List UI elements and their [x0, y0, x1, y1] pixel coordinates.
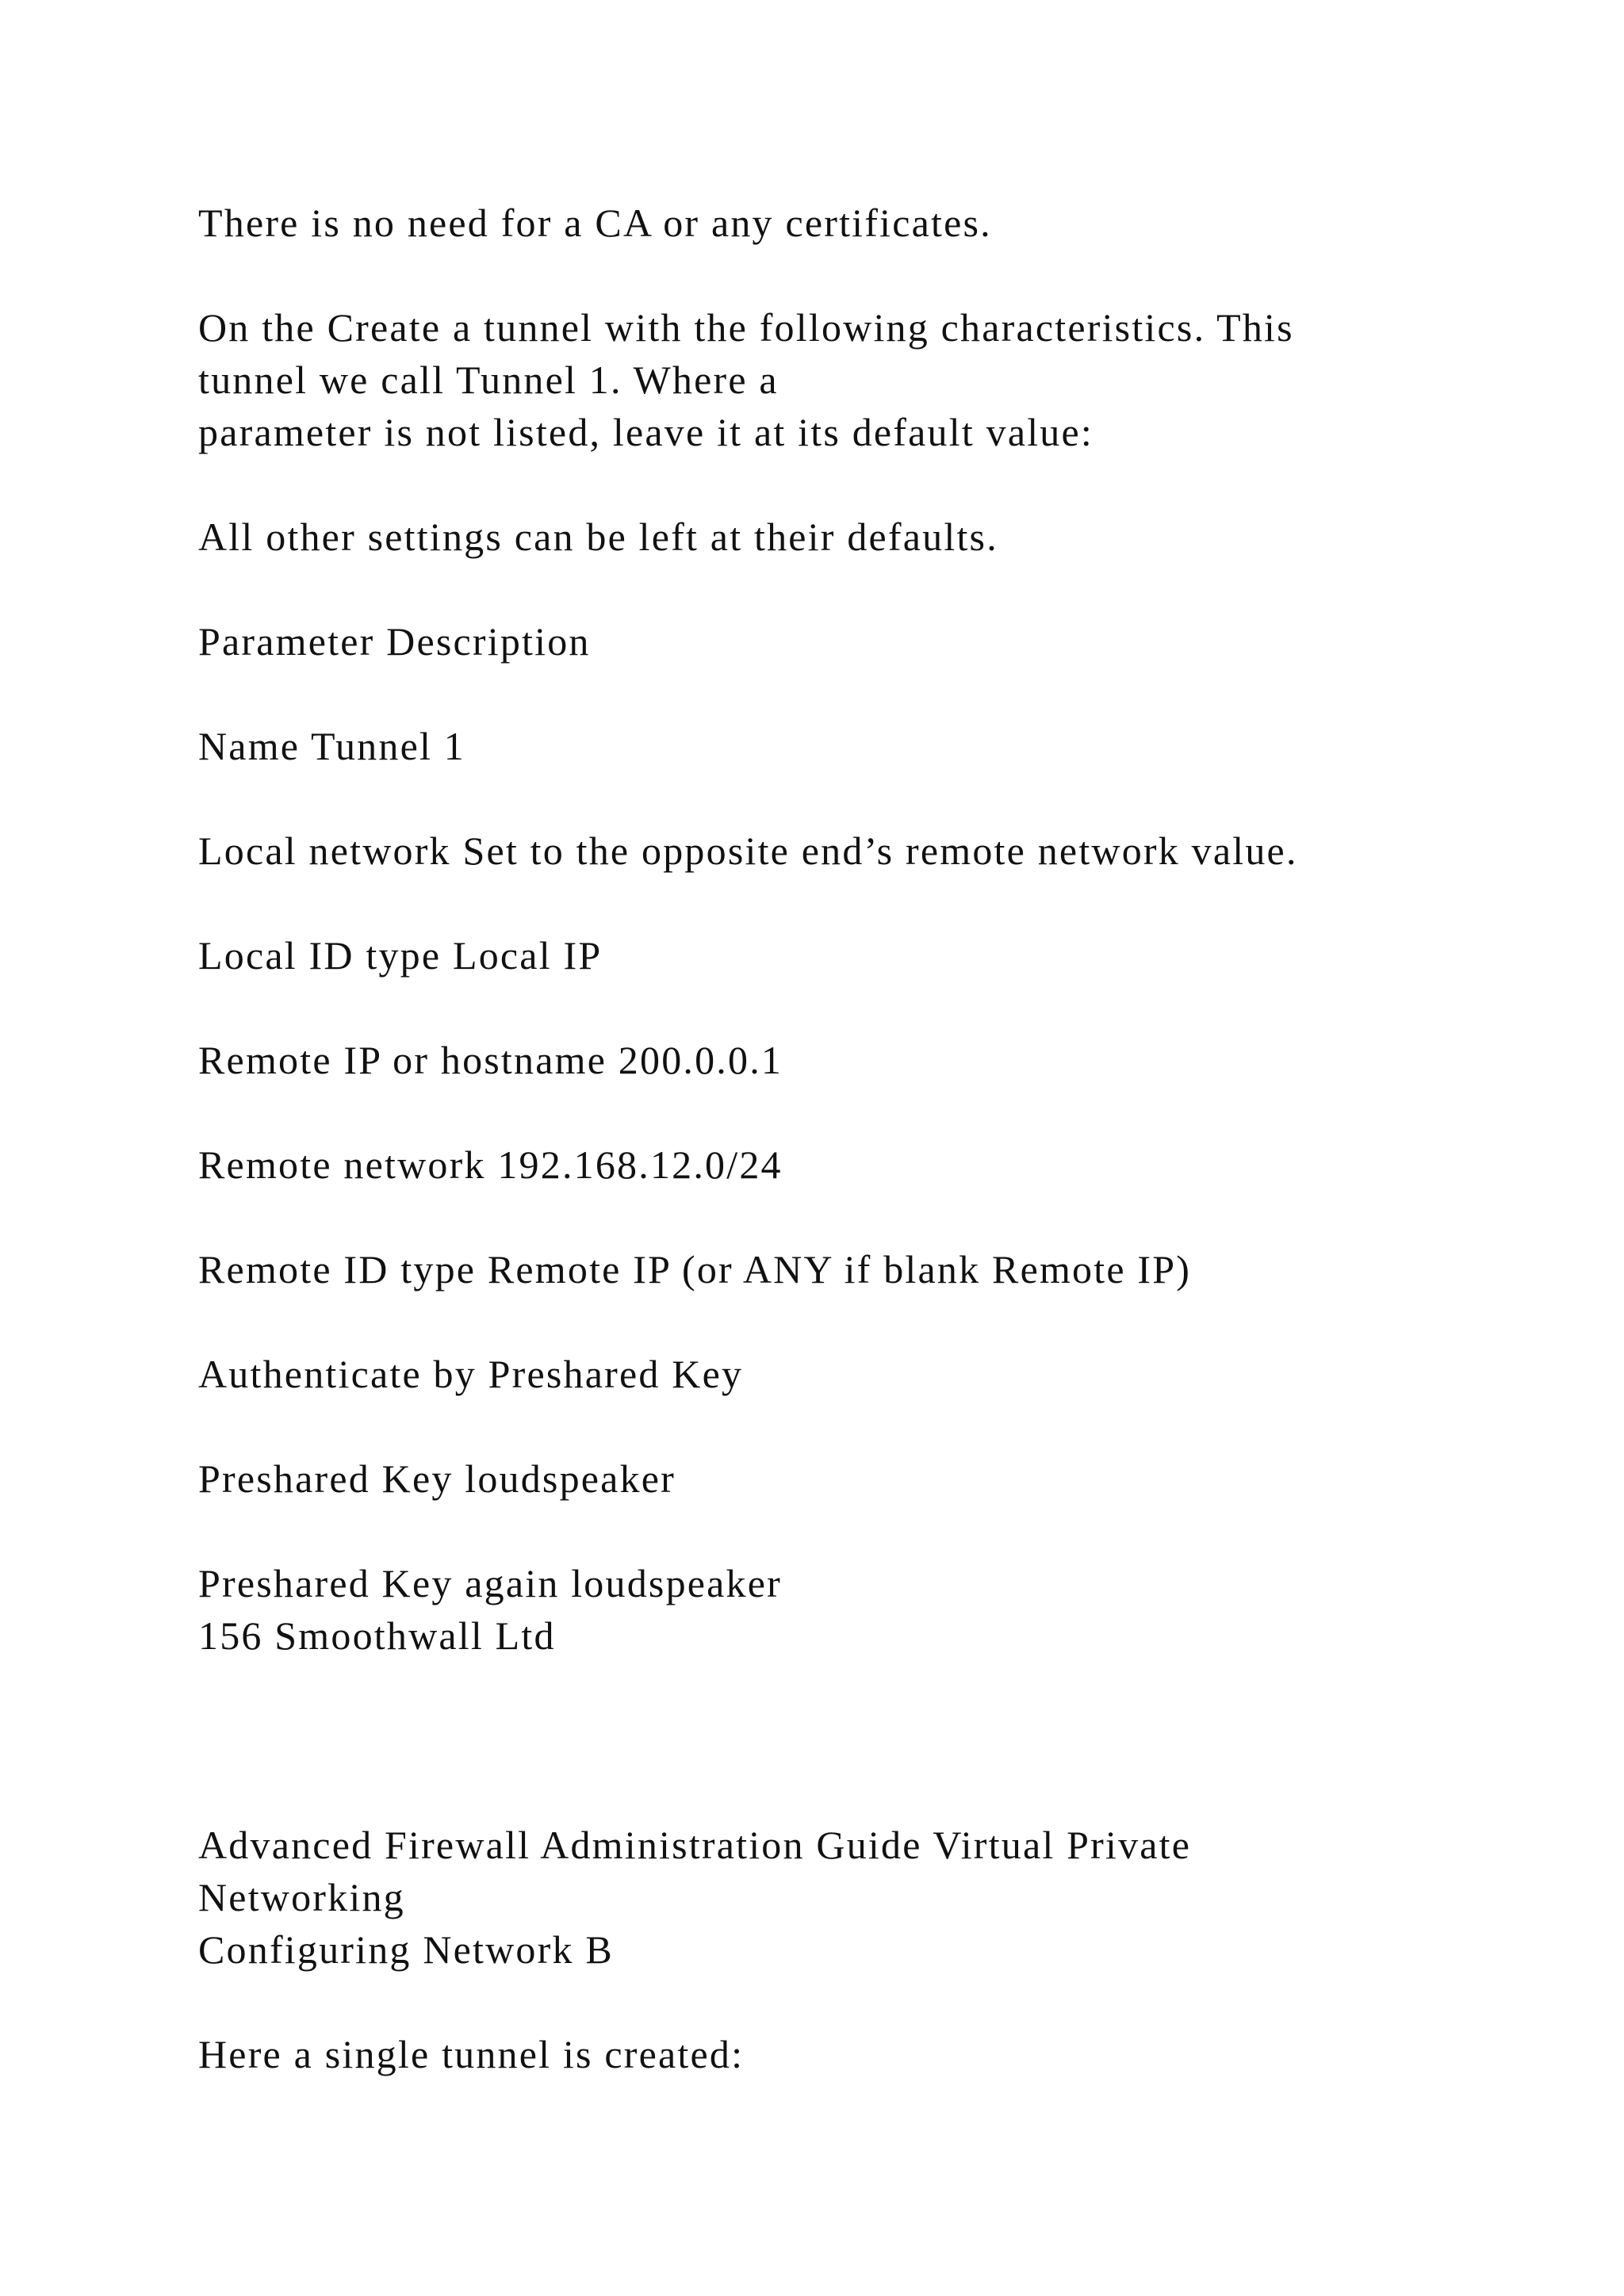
table-row: Preshared Key again loudspeaker [198, 1561, 782, 1605]
guide-title-line-2: Networking [198, 1875, 405, 1919]
table-row: Local network Set to the opposite end’s remote network value. [198, 828, 1298, 873]
intro-paragraph-line-3: parameter is not listed, leave it at its default value: [198, 410, 1094, 454]
closing-paragraph: Here a single tunnel is created: [198, 2032, 745, 2076]
page-footer: 156 Smoothwall Ltd [198, 1613, 556, 1658]
guide-title-line-1: Advanced Firewall Administration Guide Virtual Private [198, 1823, 1192, 1867]
table-row: Remote network 192.168.12.0/24 [198, 1142, 783, 1187]
no-ca-paragraph: There is no need for a CA or any certificates. [198, 201, 992, 245]
intro-paragraph-line-2: tunnel we call Tunnel 1. Where a [198, 358, 779, 402]
table-row: Remote ID type Remote IP (or ANY if blank Remote IP) [198, 1247, 1192, 1292]
table-row: Name Tunnel 1 [198, 724, 465, 768]
section-heading: Configuring Network B [198, 1927, 614, 1972]
table-row: Local ID type Local IP [198, 933, 603, 978]
table-row: Remote IP or hostname 200.0.0.1 [198, 1038, 783, 1082]
defaults-note: All other settings can be left at their defaults. [198, 515, 998, 559]
table-header: Parameter Description [198, 619, 591, 664]
table-row: Preshared Key loudspeaker [198, 1456, 676, 1501]
intro-paragraph-line-1: On the Create a tunnel with the following characteristics. This [198, 305, 1294, 350]
table-row: Authenticate by Preshared Key [198, 1352, 744, 1396]
